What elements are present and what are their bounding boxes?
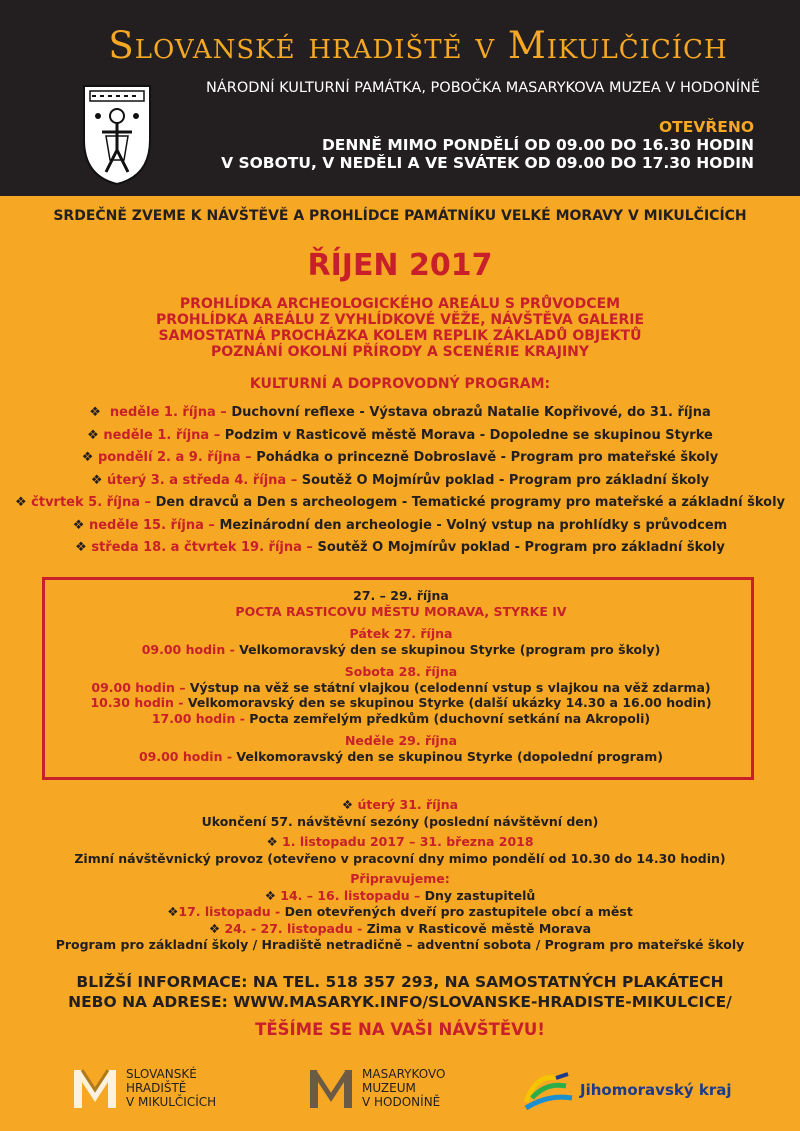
upcoming-label: Připravujeme: bbox=[350, 871, 450, 886]
closing-date: ❖ úterý 31. října bbox=[341, 797, 459, 812]
bullet-icon: ❖ bbox=[264, 887, 276, 903]
program-heading: KULTURNÍ A DOPROVODNÝ PROGRAM: bbox=[249, 376, 551, 392]
mv-logo-icon bbox=[308, 1066, 354, 1110]
logo-hradiste-text: SLOVANSKÉ HRADIŠTĚ V MIKULČICÍCH bbox=[126, 1067, 217, 1109]
kraj-name: Jihomoravský kraj bbox=[580, 1081, 732, 1099]
event-date: neděle 15. října – bbox=[88, 517, 215, 533]
contact-info bbox=[0, 972, 800, 1012]
welcome-text: TĚŠÍME SE NA VAŠI NÁVŠTĚVU! bbox=[255, 1020, 545, 1039]
day-heading: Sobota 28. října bbox=[344, 664, 458, 679]
schedule-item bbox=[45, 695, 757, 711]
logo-muzeum-text: MASARYKOVO MUZEUM V HODONÍNĚ bbox=[362, 1067, 446, 1109]
schedule-item bbox=[45, 680, 757, 696]
special-event-box bbox=[42, 577, 754, 780]
hours-weekday: DENNĚ MIMO PONDĚLÍ OD 09.00 DO 16.30 HODIN bbox=[321, 136, 754, 154]
offer-item: SAMOSTATNÁ PROCHÁZKA KOLEM REPLIK ZÁKLADŮ OBJEKTŮ bbox=[158, 328, 642, 344]
event-text: Den dravců a Den s archeologem - Tematické programy pro mateřské a základní školy bbox=[155, 495, 786, 510]
schedule-text: Velkomoravský den se skupinou Styrke (další ukázky 14.30 a 16.00 hodin) bbox=[187, 695, 712, 710]
logo-muzeum bbox=[308, 1066, 445, 1110]
upcoming-item: ❖ 24. - 27. listopadu - Zima v Rasticově městě Morava bbox=[208, 920, 592, 936]
upcoming-item: ❖17. listopadu - Den otevřených dveří pro zastupitele obcí a měst bbox=[167, 904, 633, 919]
schedule-item bbox=[45, 711, 757, 727]
bullet-icon: ❖ bbox=[167, 904, 179, 919]
closing-section bbox=[0, 797, 800, 954]
closing-text: Zimní návštěvnický provoz (otevřeno v pracovní dny mimo pondělí od 10.30 do 14.30 hodin) bbox=[74, 850, 726, 866]
event-item bbox=[0, 537, 800, 560]
event-text: Mezinárodní den archeologie - Volný vstup na prohlídky s průvodcem bbox=[219, 517, 728, 533]
site-title: Slovanské hradiště v Mikulčicích bbox=[108, 24, 728, 67]
schedule-text: Pocta zemřelým předkům (duchovní setkání na Akropoli) bbox=[249, 710, 651, 726]
event-date: pondělí 2. a 9. října – bbox=[97, 450, 252, 465]
event-text: Soutěž O Mojmírův poklad - Program pro základní školy bbox=[317, 540, 725, 555]
event-item bbox=[0, 425, 800, 448]
bullet-icon: ❖ bbox=[341, 797, 354, 812]
event-item bbox=[0, 447, 800, 470]
event-date: úterý 3. a středa 4. října – bbox=[107, 472, 298, 488]
opening-hours bbox=[221, 118, 754, 172]
special-dates: 27. – 29. října bbox=[353, 588, 449, 603]
event-item bbox=[0, 515, 800, 538]
event-text: Podzim v Rasticově městě Morava - Dopoledne se skupinou Styrke bbox=[224, 427, 713, 443]
event-item bbox=[0, 470, 800, 493]
emblem-icon bbox=[80, 80, 154, 186]
schedule-item bbox=[45, 642, 757, 658]
special-title: POCTA RASTICOVU MĚSTU MORAVA, STYRKE IV bbox=[235, 603, 567, 619]
schedule-text: Výstup na věž se státní vlajkou (celodenní vstup s vlajkou na věž zdarma) bbox=[189, 679, 711, 695]
schedule-time: 09.00 hodin – bbox=[91, 679, 186, 695]
logos-footer bbox=[0, 1060, 800, 1131]
event-text: Duchovní reflexe - Výstava obrazů Natalie Kopřivové, do 31. října bbox=[231, 405, 711, 420]
day-heading: Pátek 27. října bbox=[349, 626, 453, 641]
event-date: neděle 1. října – bbox=[109, 405, 227, 420]
month-title: ŘÍJEN 2017 bbox=[307, 248, 493, 283]
upcoming-note: Program pro základní školy / Hradiště netradičně – adventní sobota / Program pro mateřské školy bbox=[55, 937, 745, 952]
special-event-content bbox=[45, 588, 757, 764]
upcoming-item: ❖ 14. – 16. listopadu – Dny zastupitelů bbox=[264, 887, 536, 903]
bullet-icon: ❖ bbox=[75, 540, 87, 555]
event-item bbox=[0, 402, 800, 425]
schedule-time: 09.00 hodin - bbox=[141, 641, 235, 657]
event-item bbox=[0, 492, 800, 515]
bullet-icon: ❖ bbox=[72, 517, 85, 533]
schedule-time: 09.00 hodin - bbox=[138, 748, 233, 764]
offer-item: PROHLÍDKA ARCHEOLOGICKÉHO AREÁLU S PRŮVODCEM bbox=[179, 296, 621, 312]
offers-list bbox=[0, 296, 800, 360]
schedule-time: 10.30 hodin - bbox=[90, 695, 184, 710]
schedule-text: Velkomoravský den se skupinou Styrke (dopolední program) bbox=[236, 748, 664, 764]
bullet-icon: ❖ bbox=[87, 427, 99, 443]
open-label: OTEVŘENO bbox=[658, 118, 754, 136]
bullet-icon: ❖ bbox=[266, 834, 278, 849]
closing-date: ❖ 1. listopadu 2017 – 31. března 2018 bbox=[266, 834, 534, 849]
schedule-text: Velkomoravský den se skupinou Styrke (program pro školy) bbox=[239, 641, 661, 657]
schedule-item bbox=[45, 749, 757, 765]
mv-logo-icon bbox=[72, 1066, 118, 1110]
logo-hradiste bbox=[72, 1066, 216, 1110]
bullet-icon: ❖ bbox=[90, 472, 103, 488]
event-date: středa 18. a čtvrtek 19. října – bbox=[91, 540, 313, 555]
offer-item: PROHLÍDKA AREÁLU Z VYHLÍDKOVÉ VĚŽE, NÁVŠTĚVA GALERIE bbox=[155, 312, 645, 328]
site-subtitle: NÁRODNÍ KULTURNÍ PAMÁTKA, POBOČKA MASARYKOVA MUZEA V HODONÍNĚ bbox=[206, 80, 760, 96]
contact-url[interactable]: NEBO NA ADRESE: WWW.MASARYK.INFO/SLOVANSKE-HRADISTE-MIKULCICE/ bbox=[68, 993, 732, 1011]
schedule-time: 17.00 hodin - bbox=[151, 710, 245, 726]
header-band bbox=[0, 0, 800, 196]
hours-weekend: V SOBOTU, V NEDĚLI A VE SVÁTEK OD 09.00 DO 17.30 HODIN bbox=[221, 154, 754, 172]
day-heading: Neděle 29. října bbox=[344, 733, 458, 748]
bullet-icon: ❖ bbox=[14, 495, 27, 510]
bullet-icon: ❖ bbox=[81, 450, 94, 465]
kraj-logo-icon bbox=[522, 1068, 574, 1112]
invite-text: SRDEČNĚ ZVEME K NÁVŠTĚVĚ A PROHLÍDCE PAMÁTNÍKU VELKÉ MORAVY V MIKULČICÍCH bbox=[53, 208, 747, 224]
offer-item: POZNÁNÍ OKOLNÍ PŘÍRODY A SCENÉRIE KRAJINY bbox=[210, 344, 590, 360]
events-list bbox=[0, 402, 800, 560]
logo-kraj bbox=[522, 1068, 731, 1112]
event-text: Soutěž O Mojmírův poklad - Program pro základní školy bbox=[301, 472, 710, 488]
contact-line: BLIŽŠÍ INFORMACE: NA TEL. 518 357 293, NA SAMOSTATNÝCH PLAKÁTECH bbox=[76, 973, 724, 991]
event-date: neděle 1. října – bbox=[103, 427, 221, 443]
event-text: Pohádka o princezně Dobroslavě - Program pro mateřské školy bbox=[256, 450, 719, 465]
closing-text: Ukončení 57. návštěvní sezóny (poslední návštěvní den) bbox=[201, 813, 599, 829]
bullet-icon: ❖ bbox=[89, 405, 101, 420]
bullet-icon: ❖ bbox=[208, 920, 221, 936]
event-date: čtvrtek 5. října – bbox=[31, 495, 152, 510]
